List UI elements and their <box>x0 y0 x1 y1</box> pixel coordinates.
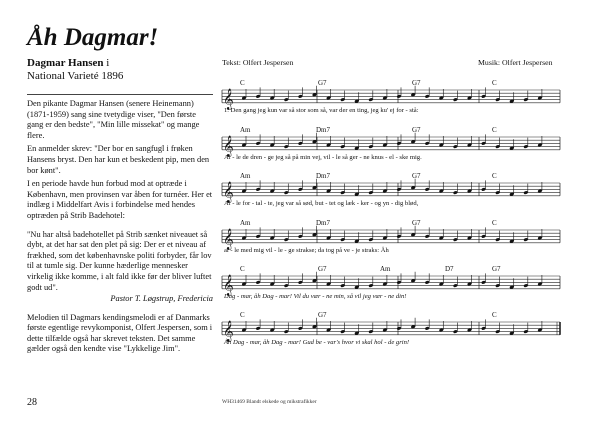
chord-symbol: C <box>492 172 497 180</box>
performer-name: Dagmar Hansen <box>27 57 104 69</box>
chord-symbol: G7 <box>318 265 327 273</box>
chord-symbol: D7 <box>445 265 454 273</box>
lyric-line: al - le med mig vil - le - ge strakse; da tog på ve - je straks: Åh <box>224 246 389 254</box>
venue-line: National Varieté 1896 <box>27 70 124 82</box>
chord-symbol: C <box>240 311 245 319</box>
lyric-line: Al - le de dren - ge jeg så på min vej, vil - le så ger - ne knus - el - ske mig. <box>224 153 422 161</box>
chord-symbol: C <box>492 311 497 319</box>
chord-symbol: C <box>240 79 245 87</box>
chord-symbol: G7 <box>412 219 421 227</box>
treble-clef-icon: 𝄞 <box>223 181 234 203</box>
chord-symbol: G7 <box>412 79 421 87</box>
composer-credit: Musik: Olfert Jespersen <box>478 58 553 67</box>
chord-symbol: G7 <box>318 311 327 319</box>
paragraph-review: En anmelder skrev: "Der bor en sangfugl i frøken Hansens bryst. Den har kun et beskedent pip, men den bor kønt". <box>27 144 210 175</box>
chord-symbol: G7 <box>492 265 501 273</box>
treble-clef-icon: 𝄞 <box>223 320 234 342</box>
chord-symbol: G7 <box>412 172 421 180</box>
chord-symbol: C <box>492 79 497 87</box>
chord-symbol: Am <box>240 172 251 180</box>
chord-symbol: Dm7 <box>316 172 330 180</box>
quote-attribution: Pastor T. Løgstrup, Fredericia <box>110 294 213 304</box>
chord-symbol: Dm7 <box>316 126 330 134</box>
chord-symbol: C <box>240 265 245 273</box>
lyric-line: Dag - mar, åh Dag - mar! Vil du vær - ne min, så vil jeg vær - ne din! <box>224 292 407 300</box>
chord-symbol: G7 <box>412 126 421 134</box>
paragraph-intro: Den pikante Dagmar Hansen (senere Heinemann) (1871-1959) sang sine tvetydige viser, "Den første gang er den bedste", "Min lille missekat" og mange flere. <box>27 99 200 140</box>
page-number: 28 <box>27 397 37 408</box>
chord-symbol: Am <box>240 219 251 227</box>
chord-symbol: Am <box>380 265 391 273</box>
chord-symbol: C <box>492 219 497 227</box>
treble-clef-icon: 𝄞 <box>223 228 234 250</box>
quote-text: "Nu har altså badehotellet på Strib sænket niveauet så dybt, at det har sat den plet på sig: Der er et niveau af frækhed, som det københavnske politi forbyder, får lov til at tumle sig. Der kunne hæderlige mennesker virkelig ikke komme, i alt fald ikke før der bliver luftet godt ud". <box>27 229 212 292</box>
performer-connector: i <box>103 57 110 69</box>
chord-symbol: Am <box>240 126 251 134</box>
lyricist-credit: Tekst: Olfert Jespersen <box>222 58 294 67</box>
paragraph-composer: Melodien til Dagmars kendingsmelodi er af Danmarks første egentlige revykomponist, Olfert Jespersen, som i dette tilfælde også har skrevet teksten. Det samme gælder også den kendte vise "Lykkelige Jim". <box>27 312 213 354</box>
footer-text: WH31469 Blandt elskede og mikstrafikker <box>222 399 317 405</box>
paragraph-period: I en periode havde hun forbud mod at optræde i København, men provinsen var åben for turnéer. Her et indlæg i Middelfart Avis i forbindelse med hendes optræden på Strib Badehotel: <box>27 179 213 220</box>
chord-symbol: C <box>492 126 497 134</box>
lyric-line: Åh Dag - mar, åh Dag - mar! Gud be - var's hvor vi skal hol - de grin! <box>224 338 410 346</box>
lyric-line: Al - le for - tal - te, jeg var så sød, but - tet og læk - ker - og yn - dig blød, <box>224 199 419 207</box>
treble-clef-icon: 𝄞 <box>223 274 234 296</box>
chord-symbol: Dm7 <box>316 219 330 227</box>
lyric-line: 1. Den gang jeg kun var så stor som så, var der en ting, jeg ku' ej for - stå: <box>224 106 419 114</box>
song-title: Åh Dagmar! <box>27 24 159 51</box>
treble-clef-icon: 𝄞 <box>223 88 234 110</box>
treble-clef-icon: 𝄞 <box>223 135 234 157</box>
chord-symbol: G7 <box>318 79 327 87</box>
